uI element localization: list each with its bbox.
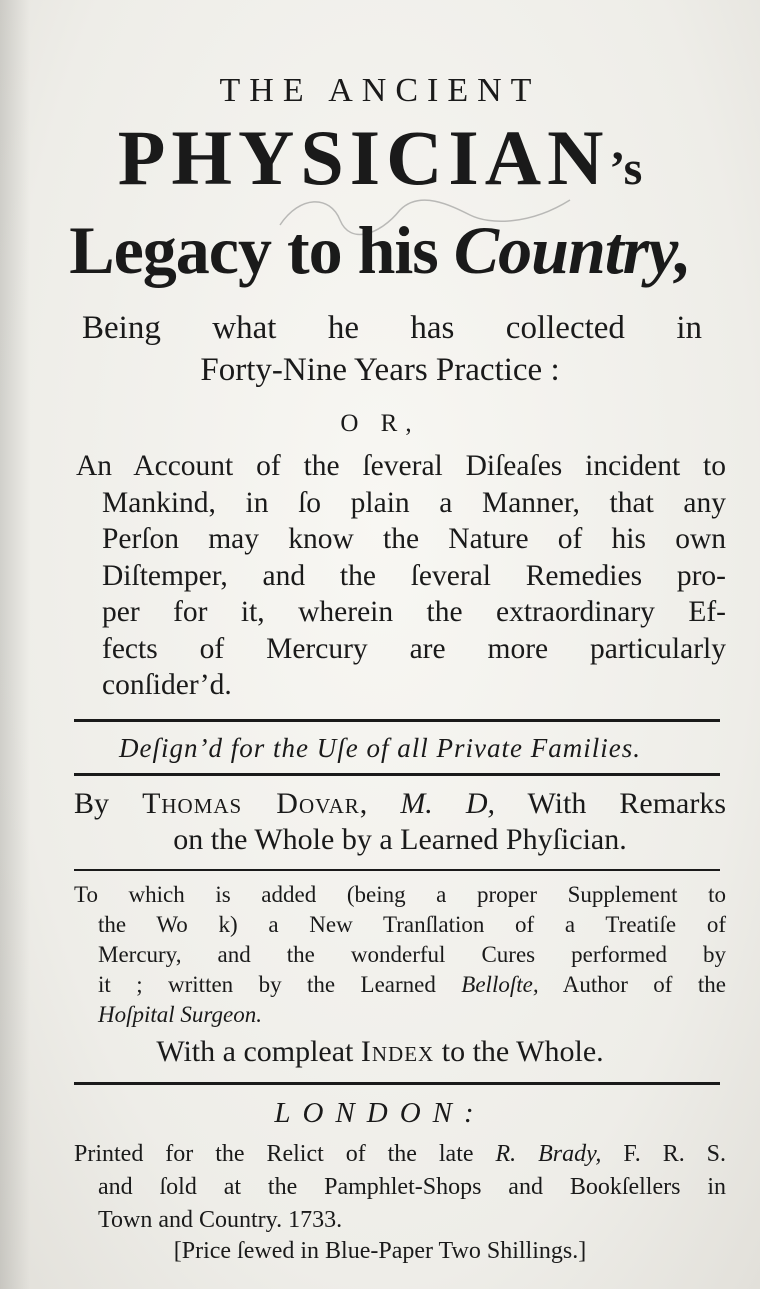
price-line: [Price ſewed in Blue-Paper Two Shillings.] (173, 1238, 587, 1264)
index-line (0, 1035, 760, 1069)
supplement-text: it ; written by the Learned (98, 972, 462, 997)
account-line: fects of Mercury are more particularly (102, 632, 726, 665)
title-physician-suffix: ’s (609, 142, 643, 195)
imprint-text: Printed for the Relict of the late (74, 1141, 496, 1167)
index-text: to the Whole. (434, 1035, 604, 1068)
title-country: Country, (453, 212, 691, 288)
supplement-hospital-surgeon: Hoſpital Surgeon. (98, 1002, 262, 1027)
author-line-2: on the Whole by a Learned Phyſician. (173, 823, 627, 856)
author-remarks: With Remarks (495, 787, 727, 820)
account-line: An Account of the ſeveral Diſeaſes incident to (76, 450, 726, 482)
designed-for-line: Deſign’d for the Uſe of all Private Families. (119, 733, 641, 763)
author-block (74, 786, 726, 858)
author-degree: M. D, (400, 787, 496, 820)
or-divider: O R, (340, 410, 420, 437)
account-line: conſider’d. (102, 669, 232, 701)
supplement-paragraph (74, 880, 726, 1030)
supplement-line: Mercury, and the wonderful Cures performed by (98, 942, 726, 967)
title-legacy: Legacy to his (69, 212, 454, 288)
imprint-text: F. R. S. (601, 1141, 726, 1167)
imprint-brady: R. Brady, (495, 1141, 602, 1167)
rule-divider (74, 773, 720, 776)
supplement-line (74, 970, 726, 1000)
author-by: By (74, 787, 143, 820)
supplement-bellosle: Belloſte, (461, 972, 539, 997)
account-paragraph (76, 448, 726, 704)
author-name: Thomas Dovar (142, 787, 360, 820)
account-line: per for it, wherein the extraordinary Ef- (102, 596, 726, 628)
subtitle-line-2: Forty-Nine Years Practice : (200, 352, 560, 388)
title-physician: PHYSICIAN (117, 114, 610, 201)
title-line-2 (0, 114, 760, 209)
supplement-line: the Wo k) a New Tranſlation of a Treatiſe of (98, 912, 726, 937)
author-line-1 (74, 786, 726, 822)
author-sep: , (359, 787, 401, 820)
account-line: Mankind, in ſo plain a Manner, that any (102, 486, 726, 519)
supplement-line (74, 1000, 726, 1030)
subtitle-line-1: Being what he has collected in (82, 310, 702, 346)
imprint-block (74, 1138, 726, 1237)
title-line-3 (0, 212, 760, 288)
index-word: Index (360, 1035, 435, 1068)
rule-divider (74, 719, 720, 722)
imprint-line (74, 1138, 726, 1171)
title-line-1: THE ANCIENT (219, 72, 541, 109)
account-line: Perſon may know the Nature of his own (102, 523, 726, 555)
rule-divider (74, 869, 720, 871)
place-of-publication: LONDON: (274, 1097, 486, 1129)
imprint-line: and ſold at the Pamphlet-Shops and Bookſellers in (98, 1174, 726, 1200)
index-text: With a compleat (156, 1035, 361, 1068)
supplement-line: To which is added (being a proper Supplement to (74, 882, 726, 907)
imprint-line: Town and Country. 1733. (98, 1207, 343, 1233)
rule-divider (74, 1082, 720, 1085)
account-line: Diſtemper, and the ſeveral Remedies pro- (102, 559, 726, 592)
supplement-text: Author of the (538, 972, 726, 997)
